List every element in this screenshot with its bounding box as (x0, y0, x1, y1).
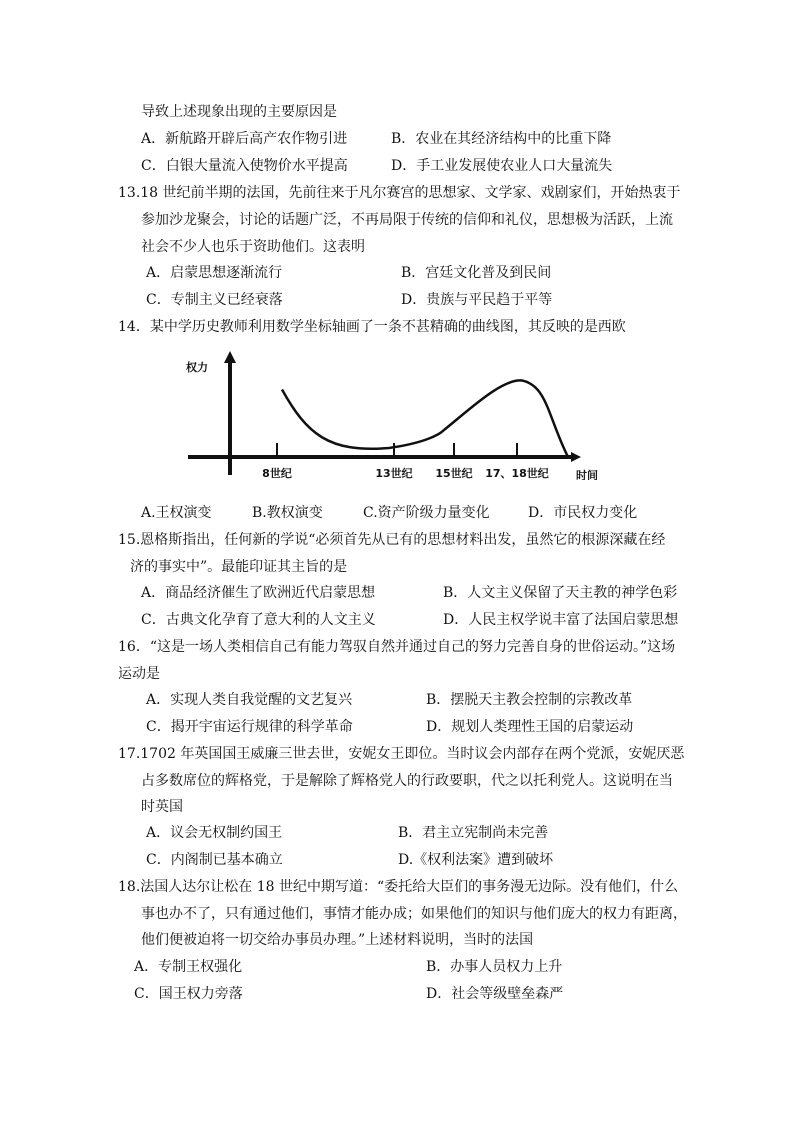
q13-stem-line-1: 13.18 世纪前半期的法国，先前往来于凡尔赛宫的思想家、文学家、戏剧家们，开始热衷于 (118, 185, 681, 201)
q15-option-d: D．人民主权学说丰富了法国启蒙思想 (443, 612, 679, 628)
x-axis-arrow (571, 452, 581, 462)
q18-stem-line-3: 他们便被迫将一切交给办事员办理。”上述材料说明，当时的法国 (141, 932, 534, 948)
q15-option-a: A．商品经济催生了欧洲近代启蒙思想 (141, 585, 376, 601)
q17-stem-line-3: 时英国 (141, 799, 183, 815)
q17-option-c: C．内阁制已基本确立 (146, 852, 283, 868)
q17-stem-line-1: 17.1702 年英国国王威廉三世去世，安妮女王即位。当时议会内部存在两个党派，安妮厌恶 (118, 746, 685, 762)
x-tick-label: 8世纪 (262, 467, 292, 480)
q12-stem-tail: 导致上述现象出现的主要原因是 (141, 104, 337, 120)
q13-option-a: A．启蒙思想逐渐流行 (146, 265, 283, 281)
q14-option-d: D．市民权力变化 (528, 505, 638, 521)
x-tick-label: 17、18世纪 (485, 467, 549, 480)
q15-option-b: B．人文主义保留了天主教的神学色彩 (443, 585, 678, 601)
x-tick-label: 15世纪 (435, 467, 473, 480)
q16-option-c: C．揭开宇宙运行规律的科学革命 (146, 719, 353, 735)
q12-option-a: A．新航路开辟后高产农作物引进 (141, 131, 348, 147)
q16-option-b: B．摆脱天主教会控制的宗教改革 (426, 692, 633, 708)
x-axis-label: 时间 (576, 469, 598, 480)
q15-stem-line-1: 15.恩格斯指出，任何新的学说“必须首先从已有的思想材料出发，虽然它的根源深藏在经 (118, 532, 666, 548)
q12-option-c: C．白银大量流入使物价水平提高 (141, 158, 348, 174)
q18-option-b: B．办事人员权力上升 (426, 959, 563, 975)
q14-stem: 14．某中学历史教师利用数学坐标轴画了一条不甚精确的曲线图，其反映的是西欧 (118, 319, 626, 335)
q18-stem-line-2: 事也办不了，只有通过他们，事情才能办成；如果他们的知识与他们庞大的权力有距离， (141, 906, 687, 922)
q13-option-c: C．专制主义已经衰落 (146, 292, 283, 308)
q15-option-c: C．古典文化孕育了意大利的人文主义 (141, 612, 376, 628)
q12-option-d: D．手工业发展使农业人口大量流失 (391, 158, 613, 174)
q14-option-b: B.教权演变 (252, 505, 323, 521)
q17-option-a: A．议会无权制约国王 (146, 825, 283, 841)
q16-option-d: D．规划人类理性王国的启蒙运动 (426, 719, 634, 735)
q18-option-c: C．国王权力旁落 (134, 986, 243, 1002)
q13-stem-line-2: 参加沙龙聚会，讨论的话题广泛，不再局限于传统的信仰和礼仪，思想极为活跃，上流 (141, 212, 673, 228)
x-tick-label: 13世纪 (375, 467, 413, 480)
y-axis-label: 权力 (186, 361, 208, 374)
q14-option-c: C.资产阶级力量变化 (363, 505, 490, 521)
q16-option-a: A．实现人类自我觉醒的文艺复兴 (146, 692, 353, 708)
power-curve-chart (180, 345, 600, 480)
q16-stem-line-2: 运动是 (118, 666, 160, 682)
y-axis-arrow (224, 351, 236, 363)
q18-option-d: D．社会等级壁垒森严 (426, 986, 564, 1002)
power-curve-line (282, 380, 568, 457)
q13-stem-line-3: 社会不少人也乐于资助他们。这表明 (141, 239, 365, 255)
q13-option-b: B．宫廷文化普及到民间 (401, 265, 552, 281)
q18-option-a: A．专制王权强化 (134, 959, 243, 975)
q17-stem-line-2: 占多数席位的辉格党，于是解除了辉格党人的行政要职，代之以托利党人。这说明在当 (141, 773, 673, 789)
q16-stem-line-1: 16．“这是一场人类相信自己有能力驾驭自然并通过自己的努力完善自身的世俗运动。”这场 (118, 639, 676, 655)
q15-stem-line-2: 济的事实中”。最能印证其主旨的是 (130, 559, 348, 575)
q14-option-a: A.王权演变 (141, 505, 212, 521)
q12-option-b: B．农业在其经济结构中的比重下降 (391, 131, 612, 147)
q17-option-b: B．君主立宪制尚未完善 (398, 825, 549, 841)
q13-option-d: D．贵族与平民趋于平等 (401, 292, 553, 308)
q17-option-d: D.《权利法案》遭到破坏 (398, 852, 554, 868)
q18-stem-line-1: 18.法国人达尔让松在 18 世纪中期写道：“委托给大臣们的事务漫无边际。没有他们，什么 (118, 879, 679, 895)
